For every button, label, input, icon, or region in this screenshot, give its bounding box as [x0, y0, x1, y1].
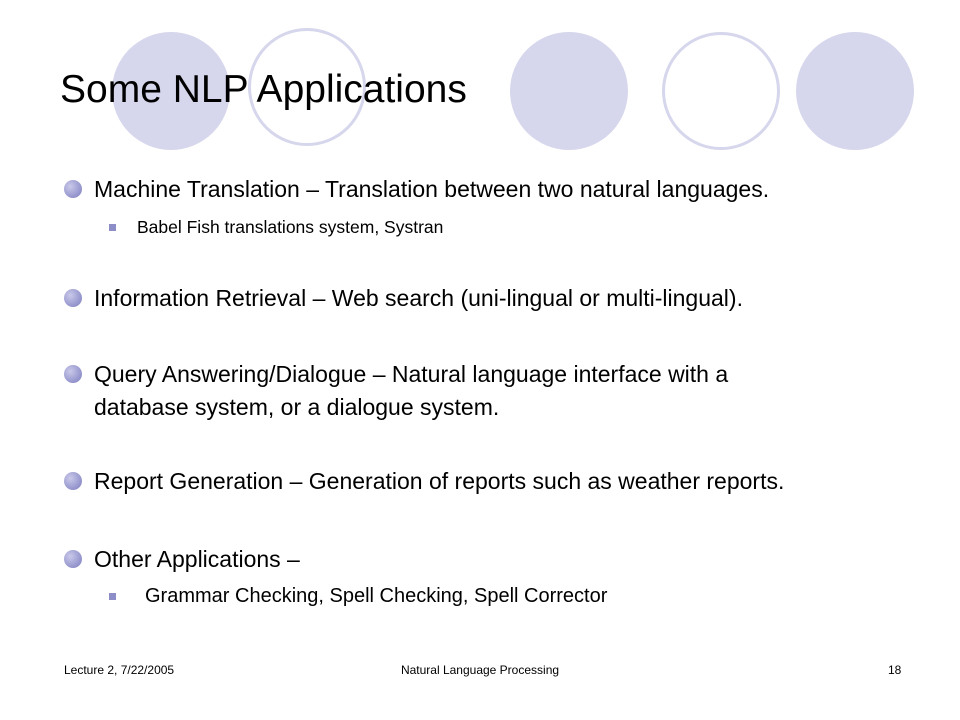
square-bullet-icon [109, 593, 116, 600]
bullet-text-other-applications: Other Applications – [94, 546, 300, 572]
slide-title: Some NLP Applications [60, 68, 467, 111]
bullet-text-report-generation: Report Generation – Generation of reports such as weather reports. [94, 468, 785, 494]
sub-bullet-text: Grammar Checking, Spell Checking, Spell Corrector [145, 585, 608, 607]
round-bullet-icon [64, 365, 82, 383]
square-bullet-icon [109, 224, 116, 231]
bullet-text-query-answering-line1: Query Answering/Dialogue – Natural language interface with a [94, 361, 729, 387]
bullet-text-machine-translation: Machine Translation – Translation between two natural languages. [94, 176, 770, 202]
round-bullet-icon [64, 289, 82, 307]
footer-page-number: 18 [888, 663, 902, 677]
footer-lecture-date: Lecture 2, 7/22/2005 [64, 663, 175, 677]
round-bullet-icon [64, 550, 82, 568]
bullet-text-information-retrieval: Information Retrieval – Web search (uni-lingual or multi-lingual). [94, 285, 743, 311]
round-bullet-icon [64, 472, 82, 490]
round-bullet-icon [64, 180, 82, 198]
footer-course-name: Natural Language Processing [400, 663, 560, 677]
bullet-text-query-answering-line2: database system, or a dialogue system. [94, 394, 500, 420]
sub-bullet-text: Babel Fish translations system, Systran [137, 217, 444, 237]
